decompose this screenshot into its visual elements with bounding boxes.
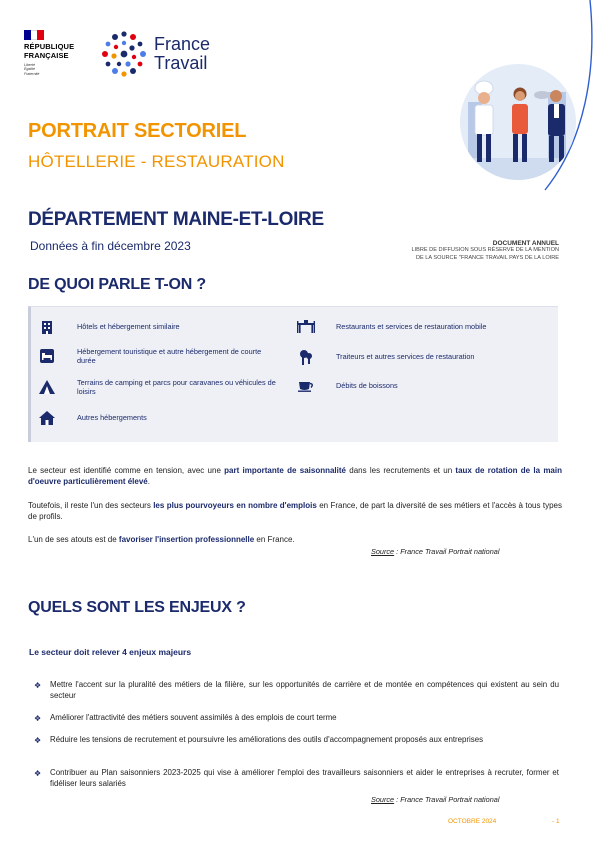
tent-icon	[37, 377, 57, 397]
category-item	[37, 346, 277, 366]
category-item	[296, 376, 398, 396]
footer-date: OCTOBRE 2024	[448, 818, 497, 825]
document-note	[411, 240, 559, 262]
category-item	[296, 317, 486, 337]
france-travail-wordmark: France Travail	[154, 34, 211, 73]
diamond-bullet-icon: ❖	[34, 714, 42, 723]
hotel-icon	[37, 317, 57, 337]
bed-icon	[37, 346, 57, 366]
diamond-bullet-icon: ❖	[34, 681, 42, 690]
document-note-line: DE LA SOURCE "FRANCE TRAVAIL PAYS DE LA LOIRE	[415, 254, 559, 261]
hospitality-staff-illustration	[448, 62, 588, 188]
category-item	[296, 347, 474, 367]
republique-francaise-logo	[24, 30, 94, 76]
france-travail-logo	[100, 30, 210, 78]
challenge-item: ❖ Réduire les tensions de recrutement et poursuivre les améliorations des outils d'accompagnement proposés aux entreprises	[34, 735, 484, 745]
categories-box	[28, 306, 558, 442]
category-item	[37, 408, 147, 428]
category-item	[37, 377, 277, 397]
diamond-bullet-icon: ❖	[34, 736, 42, 745]
rf-motto: Liberté Égalité Fraternité	[24, 63, 40, 76]
department-title: DÉPARTEMENT MAINE-ET-LOIRE	[28, 209, 324, 230]
france-travail-dots-icon	[100, 30, 148, 78]
paragraph-insertion: L'un de ses atouts est de favoriser l'insertion professionnelle en France.	[28, 535, 295, 544]
source-note: Source : France Travail Portrait national	[371, 795, 500, 804]
house-icon	[37, 408, 57, 428]
page-title: PORTRAIT SECTORIEL	[28, 120, 247, 142]
coffee-cup-icon	[296, 376, 316, 396]
challenge-item: ❖ Améliorer l'attractivité des métiers souvent assimilés à des emplois de court terme	[34, 713, 337, 723]
paragraph-employment: Toutefois, il reste l'un des secteurs les plus pourvoyeurs en nombre d'emplois en France, de part la diversité de ses métiers et l'accès à tous types de profils.	[28, 501, 563, 521]
french-flag-icon	[24, 30, 44, 40]
restaurant-icon	[296, 317, 316, 337]
category-label: Terrains de camping et parcs pour caravanes ou véhicules de loisirs	[77, 377, 276, 396]
challenge-item: ❖ Mettre l'accent sur la pluralité des métiers de la filière, sur les opportunités de carrière et de montée en compétences qui existent au sein du secteur	[34, 680, 559, 700]
category-label: Restaurants et services de restauration mobile	[336, 322, 487, 332]
paragraph-tension: Le secteur est identifié comme en tension, avec une part importante de saisonnalité dans les recrutements et un taux de rotation de la main d'oeuvre particulièrement élevé.	[28, 466, 562, 486]
data-date: Données à fin décembre 2023	[30, 239, 191, 253]
catering-icon	[296, 347, 316, 367]
category-label: Débits de boissons	[336, 381, 398, 391]
diamond-bullet-icon: ❖	[34, 769, 42, 778]
category-label: Traiteurs et autres services de restauration	[336, 352, 475, 362]
section-heading-definition: DE QUOI PARLE T-ON ?	[28, 276, 206, 293]
section-heading-challenges: QUELS SONT LES ENJEUX ?	[28, 599, 246, 616]
category-label: Hôtels et hébergement similaire	[77, 322, 180, 332]
category-label: Hébergement touristique et autre hébergement de courte durée	[77, 346, 262, 365]
page-number: - 1	[552, 818, 560, 825]
source-note: Source : France Travail Portrait national	[371, 547, 500, 556]
document-note-line: LIBRE DE DIFFUSION SOUS RÉSERVE DE LA MENTION	[411, 247, 559, 253]
challenge-item: ❖ Contribuer au Plan saisonniers 2023-2025 qui vise à améliorer l'emploi des travailleurs saisonniers et aider le entreprises à recruter, former et fidéliser leurs salariés	[34, 768, 559, 788]
document-note-type: DOCUMENT ANNUEL	[492, 240, 559, 247]
sector-subtitle: HÔTELLERIE - RESTAURATION	[28, 152, 285, 171]
category-label: Autres hébergements	[77, 413, 147, 423]
category-item	[37, 317, 180, 337]
challenges-intro: Le secteur doit relever 4 enjeux majeurs	[29, 647, 192, 657]
rf-text: RÉPUBLIQUE FRANÇAISE	[24, 42, 75, 60]
